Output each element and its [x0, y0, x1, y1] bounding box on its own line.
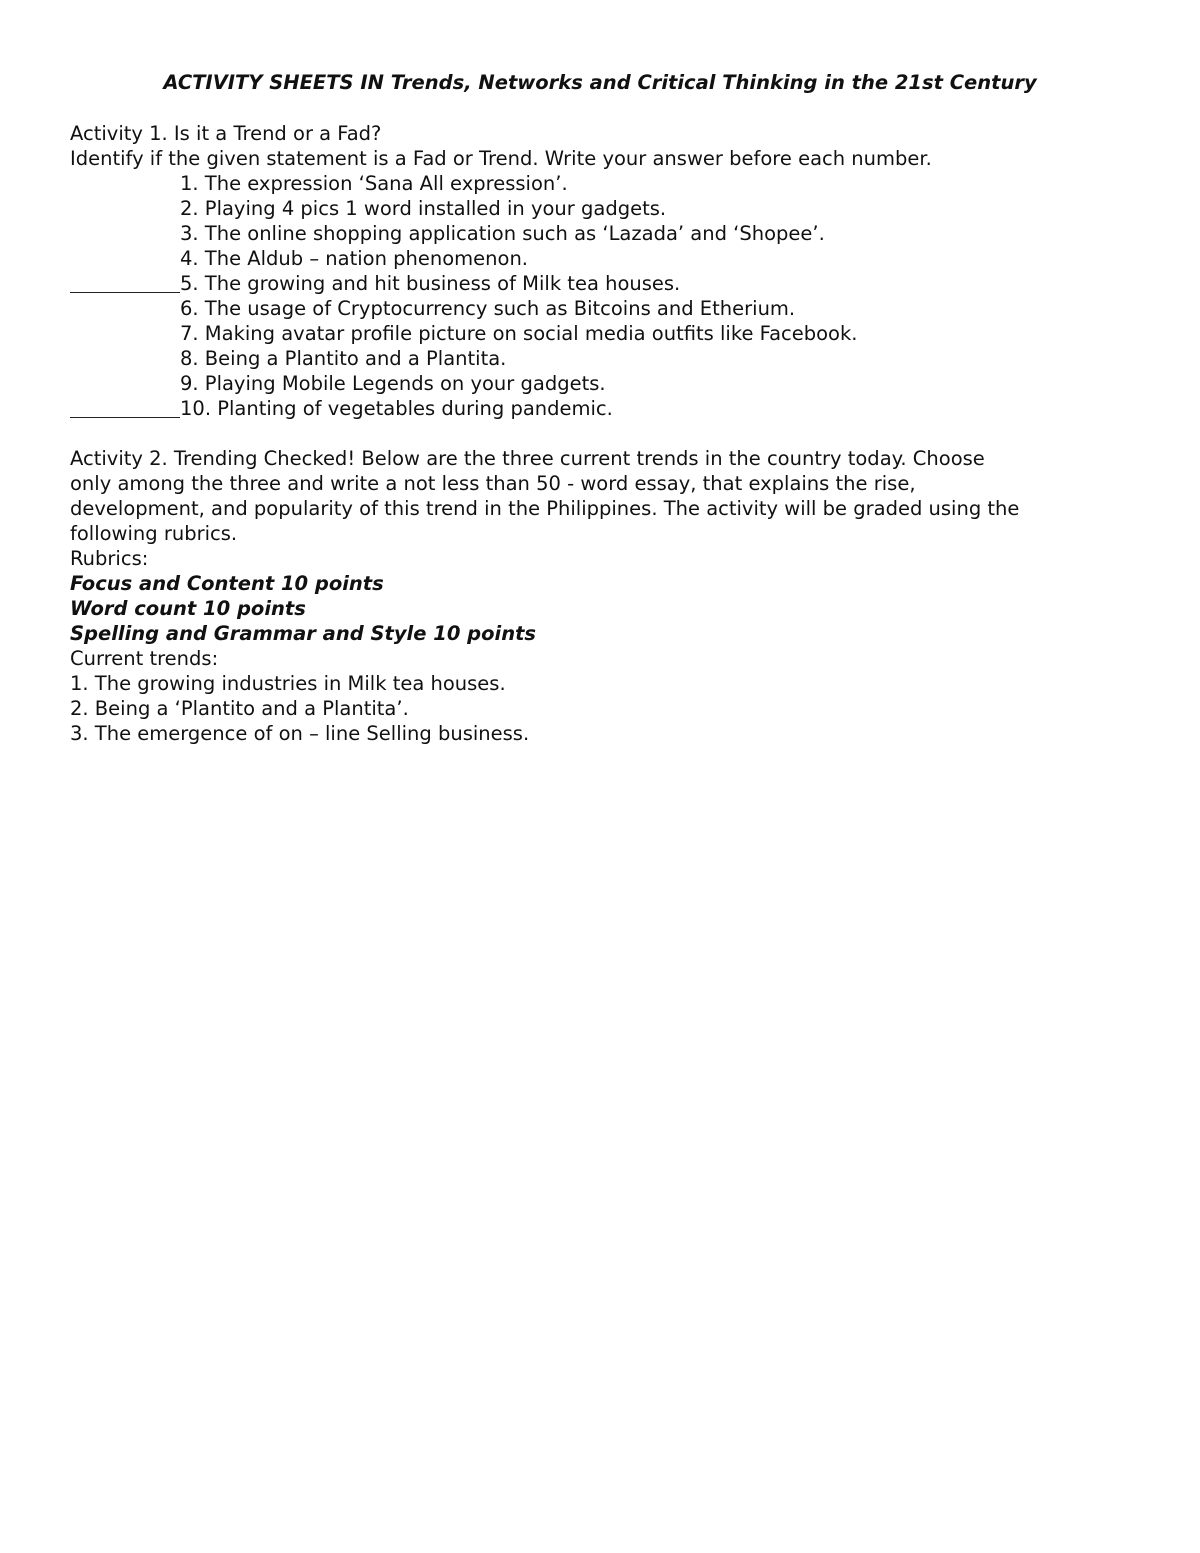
rubric-item: Spelling and Grammar and Style 10 points [70, 622, 537, 645]
activity1-item [70, 246, 1140, 271]
paragraph-spacer [70, 421, 1140, 446]
activity1-item [70, 396, 1140, 421]
activity2-paragraph-line: development, and popularity of this trend in the Philippines. The activity will be graded using the [70, 497, 1020, 520]
activity1-item [70, 171, 1140, 196]
activity1-heading: Activity 1. Is it a Trend or a Fad? [70, 122, 382, 145]
item-text: 1. The expression ‘Sana All expression’. [180, 172, 568, 195]
item-text: 3. The online shopping application such as ‘Lazada’ and ‘Shopee’. [180, 222, 825, 245]
rubric-item: Focus and Content 10 points [70, 572, 384, 595]
activity1-item [70, 196, 1140, 221]
item-text: 10. Planting of vegetables during pandemic. [180, 397, 613, 420]
document-title: ACTIVITY SHEETS IN Trends, Networks and Critical Thinking in the 21st Century [163, 71, 1037, 94]
activity1-item [70, 296, 1140, 321]
trend-item: 2. Being a ‘Plantito and a Plantita’. [70, 697, 409, 720]
rubric-item: Word count 10 points [70, 597, 306, 620]
item-text: 2. Playing 4 pics 1 word installed in your gadgets. [180, 197, 667, 220]
activity2-paragraph-line: following rubrics. [70, 522, 238, 545]
activity2-paragraph-line: Activity 2. Trending Checked! Below are the three current trends in the country today. Choose [70, 447, 985, 470]
activity2-paragraph [70, 446, 1140, 546]
item-text: 5. The growing and hit business of Milk tea houses. [180, 272, 681, 295]
item-text: 8. Being a Plantito and a Plantita. [180, 347, 507, 370]
activity2-paragraph-line: only among the three and write a not less than 50 - word essay, that explains the rise, [70, 472, 916, 495]
activity1-item [70, 321, 1140, 346]
item-text: 9. Playing Mobile Legends on your gadgets. [180, 372, 606, 395]
activity1-item-list [70, 171, 1140, 421]
answer-blank[interactable] [70, 417, 180, 418]
activity1-item [70, 346, 1140, 371]
trends-label: Current trends: [70, 647, 219, 670]
activity1-item [70, 221, 1140, 246]
trend-item: 3. The emergence of on – line Selling business. [70, 722, 530, 745]
item-text: 4. The Aldub – nation phenomenon. [180, 247, 529, 270]
item-text: 6. The usage of Cryptocurrency such as Bitcoins and Etherium. [180, 297, 796, 320]
item-text: 7. Making avatar profile picture on social media outfits like Facebook. [180, 322, 858, 345]
activity1-instruction: Identify if the given statement is a Fad or Trend. Write your answer before each number. [70, 147, 932, 170]
document-body [70, 121, 1140, 746]
activity1-item [70, 371, 1140, 396]
activity1-item [70, 271, 1140, 296]
rubrics-label: Rubrics: [70, 547, 149, 570]
trend-item: 1. The growing industries in Milk tea houses. [70, 672, 506, 695]
answer-blank[interactable] [70, 292, 180, 293]
